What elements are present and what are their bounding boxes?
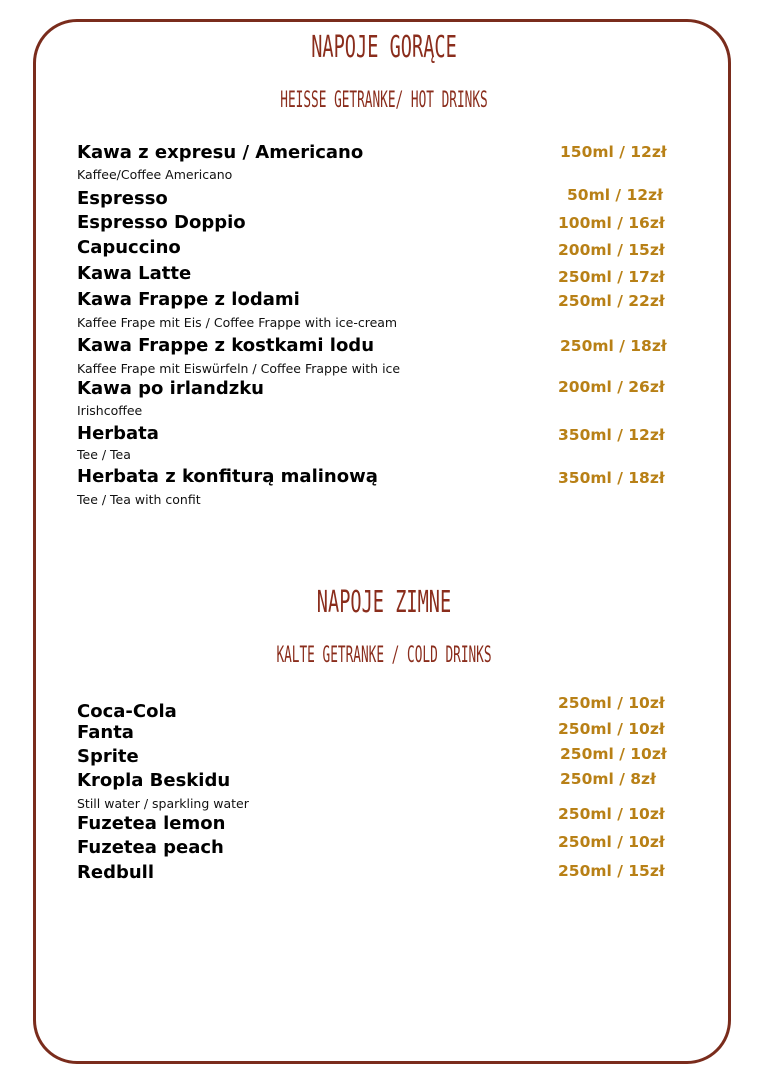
menu-item-price: 250ml / 10zł [558,805,665,823]
menu-item-price: 100ml / 16zł [558,214,665,232]
menu-item-name: Herbata z konfiturą malinową [77,466,378,487]
menu-item-name: Fuzetea lemon [77,813,226,834]
menu-item-name: Redbull [77,862,154,883]
menu-item-desc: Tee / Tea [77,447,131,462]
menu-item-price: 250ml / 10zł [558,833,665,851]
menu-item-price: 50ml / 12zł [567,186,663,204]
hot-drinks-title: NAPOJE GORĄCE [311,30,457,65]
menu-item-name: Kawa Frappe z kostkami lodu [77,335,375,356]
menu-item-name: Kropla Beskidu [77,770,231,791]
menu-item-price: 200ml / 15zł [558,241,665,259]
menu-item-price: 250ml / 15zł [558,862,665,880]
menu-item-desc: Tee / Tea with confit [77,492,201,507]
menu-item-price: 250ml / 10zł [560,745,667,763]
menu-item-price: 250ml / 10zł [558,720,665,738]
menu-item-name: Espresso [77,188,168,209]
menu-item-name: Herbata [77,423,159,444]
cold-drinks-subtitle: KALTE GETRANKE / COLD DRINKS [276,643,492,668]
menu-item-name: Kawa Latte [77,263,192,284]
menu-item-price: 250ml / 10zł [558,694,665,712]
menu-item-price: 350ml / 12zł [558,426,665,444]
menu-item-name: Coca-Cola [77,701,177,722]
menu-item-name: Kawa z expresu / Americano [77,142,364,163]
menu-item-price: 200ml / 26zł [558,378,665,396]
menu-item-desc: Kaffee Frape mit Eis / Coffee Frappe with ice-cream [77,315,398,330]
hot-drinks-subtitle: HEISSE GETRANKE/ HOT DRINKS [280,88,488,113]
menu-item-price: 250ml / 18zł [560,337,667,355]
menu-item-price: 250ml / 8zł [560,770,656,788]
menu-item-desc: Still water / sparkling water [77,796,249,811]
menu-item-name: Espresso Doppio [77,212,246,233]
cold-drinks-title: NAPOJE ZIMNE [316,585,452,620]
menu-item-price: 250ml / 17zł [558,268,665,286]
menu-item-price: 250ml / 22zł [558,292,665,310]
menu-item-name: Fuzetea peach [77,837,224,858]
menu-item-price: 350ml / 18zł [558,469,665,487]
menu-item-name: Capuccino [77,237,181,258]
menu-item-name: Kawa Frappe z lodami [77,289,300,310]
menu-item-desc: Kaffee/Coffee Americano [77,167,233,182]
menu-item-desc: Irishcoffee [77,403,143,418]
menu-item-name: Kawa po irlandzku [77,378,264,399]
menu-item-desc: Kaffee Frape mit Eiswürfeln / Coffee Frappe with ice [77,361,401,376]
menu-item-name: Sprite [77,746,139,767]
menu-item-price: 150ml / 12zł [560,143,667,161]
menu-item-name: Fanta [77,722,134,743]
